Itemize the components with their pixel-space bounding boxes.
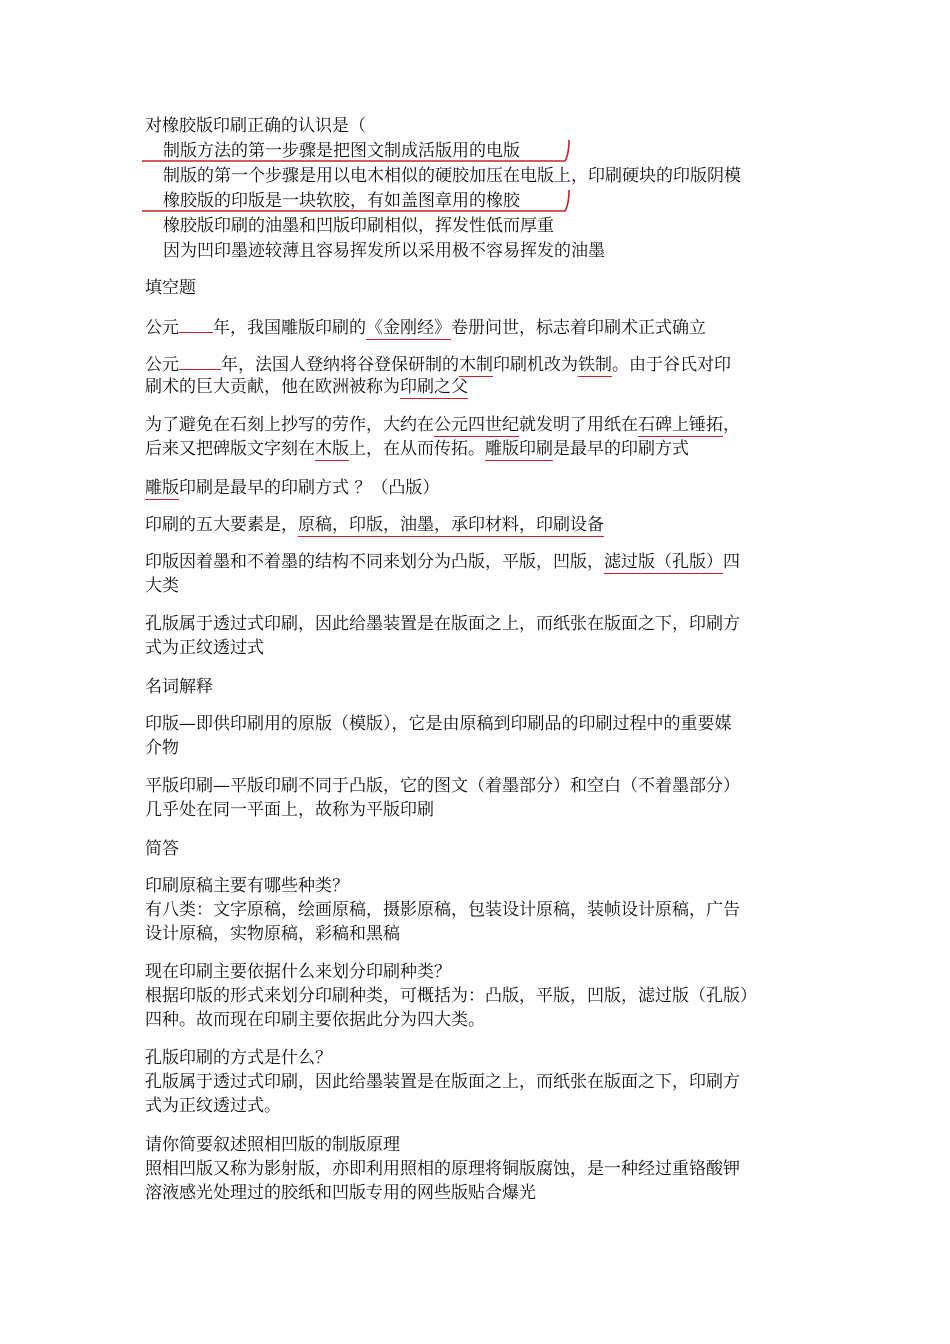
fill-sentence-2-line-2: 刷术的巨大贡献，他在欧洲被称为印刷之父: [145, 377, 468, 397]
qa-4-answer-line-2: 溶液感光处理过的胶纸和凹版专用的网些版贴合爆光: [145, 1183, 536, 1203]
qa-3-answer-line-2: 式为正纹透过式。: [145, 1096, 281, 1116]
option-5: 因为凹印墨迹较薄且容易挥发所以采用极不容易挥发的油墨: [163, 241, 605, 261]
qa-3-answer-line-1: 孔版属于透过式印刷，因此给墨装置是在版面之上，而纸张在版面之下，印刷方: [145, 1072, 740, 1092]
term-2-line-1: 平版印刷—平版印刷不同于凸版，它的图文（着墨部分）和空白（不着墨部分）: [145, 776, 740, 796]
qa-1-answer-line-2: 设计原稿，实物原稿，彩稿和黑稿: [145, 924, 400, 944]
fill-sentence-6-line-2: 大类: [145, 576, 179, 596]
fill-sentence-2-line-1: 公元 年，法国人登纳将谷登保研制的木制印刷机改为铁制。由于谷氏对印: [145, 351, 731, 377]
section-heading-terms: 名词解释: [145, 677, 213, 697]
qa-3-question: 孔版印刷的方式是什么？: [145, 1048, 332, 1068]
qa-4-question: 请你简要叙述照相凹版的制版原理: [145, 1135, 400, 1155]
option-4: 橡胶版印刷的油墨和凹版印刷相似，挥发性低而厚重: [163, 216, 554, 236]
question-title: 对橡胶版印刷正确的认识是（: [145, 116, 366, 136]
term-1-line-1: 印版—即供印刷用的原版（模版），它是由原稿到印刷品的印刷过程中的重要媒: [145, 714, 732, 734]
blank-1: [179, 314, 213, 333]
fill-sentence-1: 公元 年，我国雕版印刷的《金刚经》卷册问世，标志着印刷术正式确立: [145, 314, 706, 340]
option-1: 制版方法的第一步骤是把图文制成活版用的电版: [163, 141, 520, 161]
qa-1-question: 印刷原稿主要有哪些种类？: [145, 876, 349, 896]
fill-sentence-7-line-1: 孔版属于透过式印刷，因此给墨装置是在版面之上，而纸张在版面之下，印刷方: [145, 614, 740, 634]
qa-2-answer-line-2: 四种。故而现在印刷主要依据此分为四大类。: [145, 1010, 485, 1030]
term-2-line-2: 几乎处在同一平面上，故称为平版印刷: [145, 800, 434, 820]
qa-2-question: 现在印刷主要依据什么来划分印刷种类？: [145, 962, 451, 982]
fill-sentence-6-line-1: 印版因着墨和不着墨的结构不同来划分为凸版，平版，凹版，滤过版（孔版）四: [145, 552, 740, 572]
fill-sentence-3-line-1: 为了避免在石刻上抄写的劳作，大约在公元四世纪就发明了用纸在石碑上锤拓，: [145, 415, 740, 435]
qa-4-answer-line-1: 照相凹版又称为影射版，亦即利用照相的原理将铜版腐蚀，是一种经过重铬酸钾: [145, 1159, 740, 1179]
fill-sentence-5: 印刷的五大要素是，原稿，印版，油墨，承印材料，印刷设备: [145, 515, 604, 535]
fill-sentence-7-line-2: 式为正纹透过式: [145, 638, 264, 658]
option-2: 制版的第一个步骤是用以电木相似的硬胶加压在电版上，印刷硬块的印版阴模: [163, 166, 741, 186]
fill-sentence-4: 雕版印刷是最早的印刷方式 ？（凸版）: [145, 478, 440, 498]
section-heading-qa: 简答: [145, 839, 179, 859]
qa-2-answer-line-1: 根据印版的形式来划分印刷种类，可概括为：凸版，平版，凹版，滤过版（孔版）: [145, 986, 757, 1006]
blank-2: [179, 351, 221, 370]
section-heading-fill: 填空题: [145, 278, 196, 298]
term-1-line-2: 介物: [145, 738, 179, 758]
option-3: 橡胶版的印版是一块软胶，有如盖图章用的橡胶: [163, 191, 520, 211]
fill-sentence-3-line-2: 后来又把碑版文字刻在木版上，在从而传拓。雕版印刷是最早的印刷方式: [145, 439, 689, 459]
qa-1-answer-line-1: 有八类：文字原稿，绘画原稿，摄影原稿，包装设计原稿，装帧设计原稿，广告: [145, 900, 740, 920]
